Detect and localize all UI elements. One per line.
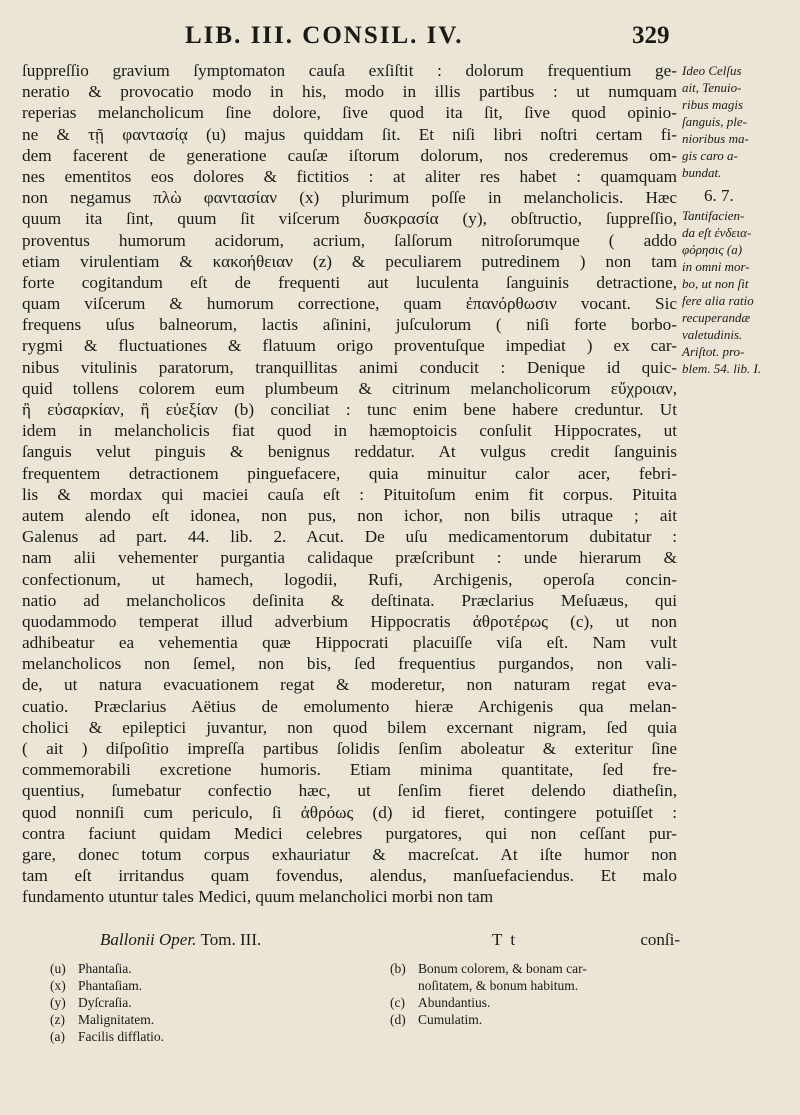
footnote bbox=[50, 960, 350, 977]
source-work: Ballonii Oper. bbox=[100, 930, 197, 949]
footnote bbox=[50, 994, 350, 1011]
text-line: proventus humorum acidorum, acrium, ſalſorum nitroſorumque ( addo bbox=[22, 230, 677, 250]
text-line: fundamento utuntur tales Medici, quum melancholici morbi non tam bbox=[22, 887, 494, 907]
footnote bbox=[390, 1011, 690, 1028]
margin-note-line: valetudinis. bbox=[682, 327, 743, 342]
footnote-marker: (u) bbox=[50, 961, 66, 976]
margin-note-line: Ariſtot. pro- bbox=[682, 344, 745, 359]
text-line: ἢ εὐσαρκίαν, ἢ εὐεξίαν (b) conciliat : tunc enim bene habere creduntur. Ut bbox=[22, 400, 677, 419]
margin-note-line: nioribus ma- bbox=[682, 131, 749, 146]
text-line: commemorabili excretione humoris. Etiam minima quantitate, ſed fre- bbox=[22, 760, 677, 780]
source-reference bbox=[100, 930, 261, 950]
text-line: quum ita ſint, quum ſit viſcerum δυσκρασία (y), obſtructio, ſuppreſſio, bbox=[22, 209, 677, 229]
section-number: 6. 7. bbox=[704, 186, 734, 205]
text-line: Galenus ad part. 44. lib. 2. Acut. De uſu medicamentorum dubitatur : bbox=[22, 527, 677, 547]
footnote-text: Abundantius. bbox=[418, 995, 491, 1010]
margin-note-tantifacienda bbox=[682, 207, 794, 377]
text-line: ſanguis velut pinguis & benignus reddatur. At vulgus credit ſanguinis bbox=[22, 442, 677, 462]
text-line: nam alii vehementer purgantia calidaque præſcribunt : unde hierarum & bbox=[22, 548, 677, 568]
text-line: nes ementitos eos dolores & fictitios : at aliter res habet : quamquam bbox=[22, 166, 677, 186]
text-line: ſuppreſſio gravium ſymptomaton cauſa exſiſtit : dolorum frequentium ge- bbox=[22, 61, 677, 80]
text-line: quodammodo temperat illud adverbium Hippocratis ἀθροτέρως (c), ut non bbox=[22, 611, 677, 631]
text-line: idem in melancholicis fiat quod in hæmoptoicis conſulit Hippocrates, ut bbox=[22, 421, 677, 441]
text-line: confectionum, ut hamech, logodii, Rufi, Archigenis, operoſa concin- bbox=[22, 569, 677, 589]
page-number: 329 bbox=[632, 22, 670, 49]
page-footer bbox=[100, 930, 680, 952]
text-line: neratio & provocatio modo in his, modo in illis partibus : ut numquam bbox=[22, 82, 677, 102]
margin-note-line: ſanguis, ple- bbox=[682, 114, 747, 129]
margin-note-line: ribus magis bbox=[682, 97, 744, 112]
footnote bbox=[50, 977, 350, 994]
margin-note-line: gis caro a- bbox=[682, 148, 738, 163]
footnote-text: Phantaſiam. bbox=[78, 978, 143, 993]
text-line: ne & τῇ φαντασίᾳ (u) majus quiddam ſit. Et niſi libri noſtri certam fi- bbox=[22, 124, 677, 144]
text-line: de, ut natura evacuationem regat & moderetur, non naturam regat eva- bbox=[22, 675, 677, 695]
source-volume: Tom. III. bbox=[200, 930, 262, 949]
text-line: non negamus πλὼ φαντασίαν (x) plurimum poſſe in melancholicis. Hæc bbox=[22, 188, 677, 208]
text-line: gare, donec totum corpus exhauriatur & macreſcat. At iſte humor non bbox=[22, 844, 677, 864]
footnote-text: Phantaſia. bbox=[78, 961, 132, 976]
margin-note-line: blem. 54. lib. I. bbox=[682, 361, 762, 376]
footnote-marker: (a) bbox=[50, 1029, 65, 1044]
text-line: natio ad melancholicos deſinita & deſtinata. Præclarius Meſuæus, qui bbox=[22, 590, 677, 610]
footnote bbox=[390, 960, 690, 977]
text-line: quentius, ſumebatur confectio hæc, ut ſenſim fieret delendo diatheſin, bbox=[22, 781, 677, 801]
text-line: cholici & epileptici juvantur, non quod bilem excernant nigram, ſed quia bbox=[22, 717, 677, 737]
main-text-block bbox=[22, 60, 677, 908]
footnote-marker: (d) bbox=[390, 1012, 406, 1027]
margin-note-line: bo, ut non ſit bbox=[682, 276, 749, 291]
margin-note-line: Tantifacien- bbox=[682, 208, 745, 223]
footnote-marker: (x) bbox=[50, 978, 66, 993]
text-line: adhibeatur ea vehementia quæ Hippocrati placuiſſe viſa eſt. Nam vult bbox=[22, 633, 677, 653]
text-line: etiam virulentiam & κακοήθειαν (z) & peculiarem putredinem ) non tam bbox=[22, 251, 677, 271]
footnote bbox=[50, 1011, 350, 1028]
margin-note-line: da eſt ἐνδεια- bbox=[682, 225, 752, 240]
text-line: dem facerent de generatione cauſæ iſtorum dolorum, nos crederemus om- bbox=[22, 145, 677, 165]
text-line: quid tollens colorem eum plumbeum & citrinum melancholicorum εὔχροιαν, bbox=[22, 378, 677, 398]
signature-mark: T t bbox=[492, 930, 518, 949]
margin-note-line: φόρησις (a) bbox=[682, 242, 743, 257]
margin-note-line: fere alia ratio bbox=[682, 293, 754, 308]
text-line: tam eſt irritandus quam fovendus, alendus, manſuefaciendus. Et malo bbox=[22, 866, 677, 886]
text-line: contra faciunt quidam Medici celebres purgatores, qui non ceſſant pur- bbox=[22, 823, 677, 843]
text-line: melancholicos non ſemel, non bis, ſed frequentius purgandos, non vali- bbox=[22, 654, 677, 674]
footnote-text: Dyſcraſia. bbox=[78, 995, 132, 1010]
text-line: nibus vitulinis paratorum, tranquillitas animi conducit : Denique id quic- bbox=[22, 357, 677, 377]
margin-note-line: in omni mor- bbox=[682, 259, 750, 274]
footnote-text: Cumulatim. bbox=[418, 1012, 483, 1027]
footnote-marker: (z) bbox=[50, 1012, 65, 1027]
margin-notes bbox=[682, 62, 794, 377]
margin-note-line: Ideo Celſus bbox=[682, 63, 742, 78]
footnote-marker: (y) bbox=[50, 995, 66, 1010]
footnotes-right-column bbox=[390, 960, 690, 1028]
footnote bbox=[50, 1028, 350, 1045]
footnote bbox=[390, 994, 690, 1011]
margin-note-celsus bbox=[682, 62, 794, 181]
text-line: ( ait ) diſpoſitio impreſſa partibus ſolidis ſenſim aboleatur & exteritur ſine bbox=[22, 739, 677, 758]
running-title: LIB. III. CONSIL. IV. bbox=[185, 22, 464, 49]
text-line: forte cogitandum eſt de frequenti aut luculenta ſanguinis detractione, bbox=[22, 272, 677, 292]
margin-note-line: ait, Tenuio- bbox=[682, 80, 742, 95]
catchword: conſi- bbox=[640, 930, 680, 949]
margin-note-line: recuperandæ bbox=[682, 310, 751, 325]
footnote-text: Malignitatem. bbox=[78, 1012, 155, 1027]
text-line: autem alendo eſt idonea, non pus, non ichor, non bilis utraque ; ait bbox=[22, 505, 677, 525]
footnote-marker: (b) bbox=[390, 961, 406, 976]
text-line: reperias melancholicum ſine dolore, ſive quod ita ſit, ſive quod opinio- bbox=[22, 103, 677, 123]
footnote bbox=[390, 977, 690, 994]
footnote-text: noſitatem, & bonum habitum. bbox=[418, 978, 579, 993]
text-line: cuatio. Præclarius Aëtius de emolumento hieræ Archigenis qua melan- bbox=[22, 696, 677, 716]
page-header bbox=[0, 18, 800, 58]
footnote-text: Facilis difflatio. bbox=[78, 1029, 164, 1044]
footnotes-left-column bbox=[50, 960, 350, 1045]
text-line: quod nonniſi cum periculo, ſi ἀθρόως (d) id fieret, contingere potuiſſet : bbox=[22, 802, 677, 822]
footnote-text: Bonum colorem, & bonam car- bbox=[418, 961, 587, 976]
footnote-marker: (c) bbox=[390, 995, 405, 1010]
text-line: quam viſcerum & humorum correctione, quam ἐπανόρθωσιν vocant. Sic bbox=[22, 294, 677, 314]
margin-note-line: bundat. bbox=[682, 165, 722, 180]
text-line: frequentem detractionem pinguefacere, quia minuitur calor acer, febri- bbox=[22, 463, 677, 483]
text-line: frequens uſus balneorum, lactis aſinini, juſculorum ( niſi forte borbo- bbox=[22, 315, 677, 335]
text-line: rygmi & fluctuationes & flatuum origo proventuſque impediat ) ex car- bbox=[22, 336, 677, 356]
text-line: lis & mordax qui maciei cauſa eſt : Pituitoſum enim fit corpus. Pituita bbox=[22, 484, 677, 504]
